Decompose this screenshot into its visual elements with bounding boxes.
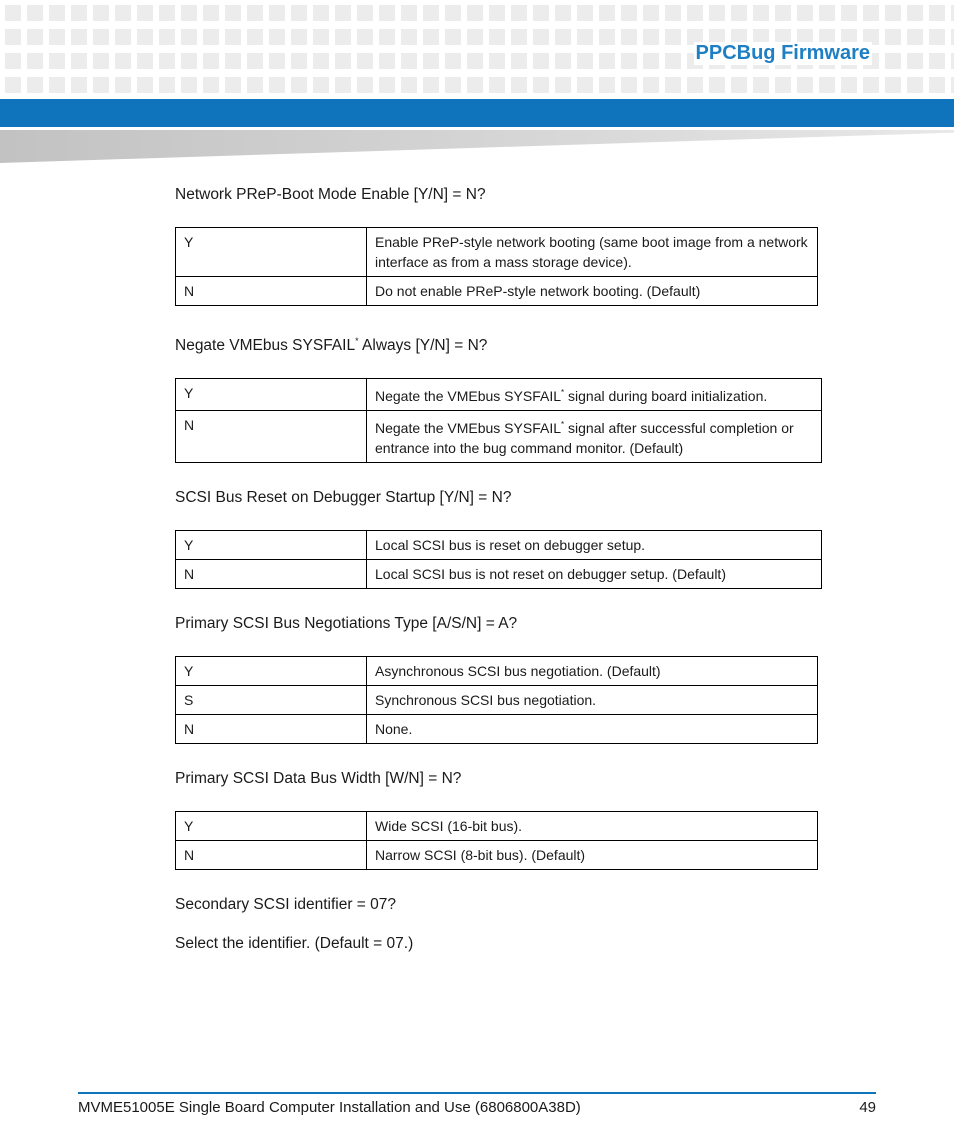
prompt-text: Negate VMEbus SYSFAIL bbox=[175, 337, 356, 354]
table-row bbox=[176, 228, 818, 277]
option-description: Enable PReP-style network booting (same boot image from a network interface as from a mass storage device). bbox=[367, 228, 818, 277]
option-key: Y bbox=[176, 379, 367, 411]
option-description: Local SCSI bus is reset on debugger setup. bbox=[367, 531, 822, 560]
desc-text: Negate the VMEbus SYSFAIL bbox=[375, 420, 561, 436]
table-row bbox=[176, 715, 818, 744]
desc-text: signal after successful completion or entrance into the bug command monitor. (Default) bbox=[375, 420, 794, 456]
table-row bbox=[176, 411, 822, 463]
option-key: Y bbox=[176, 228, 367, 277]
desc-text: signal during board initialization. bbox=[564, 388, 768, 404]
option-description: None. bbox=[367, 715, 818, 744]
options-table bbox=[175, 656, 818, 744]
footer-rule bbox=[78, 1092, 876, 1094]
option-key: S bbox=[176, 686, 367, 715]
option-key: Y bbox=[176, 657, 367, 686]
main-content bbox=[175, 182, 825, 957]
table-row bbox=[176, 686, 818, 715]
prompt-sup: * bbox=[355, 336, 359, 346]
option-description bbox=[367, 411, 822, 463]
option-description: Asynchronous SCSI bus negotiation. (Default) bbox=[367, 657, 818, 686]
prompt-text: Always [Y/N] = N? bbox=[358, 337, 488, 354]
option-description: Synchronous SCSI bus negotiation. bbox=[367, 686, 818, 715]
option-key: N bbox=[176, 560, 367, 589]
table-row bbox=[176, 277, 818, 306]
option-description: Local SCSI bus is not reset on debugger setup. (Default) bbox=[367, 560, 822, 589]
option-key: Y bbox=[176, 812, 367, 841]
option-description: Wide SCSI (16-bit bus). bbox=[367, 812, 818, 841]
option-key: Y bbox=[176, 531, 367, 560]
table-row bbox=[176, 531, 822, 560]
desc-sup: * bbox=[561, 388, 565, 397]
param-note: Select the identifier. (Default = 07.) bbox=[175, 935, 414, 952]
param-prompt: Primary SCSI Data Bus Width [W/N] = N? bbox=[175, 770, 462, 787]
param-prompt bbox=[175, 328, 825, 359]
option-key: N bbox=[176, 841, 367, 870]
table-row bbox=[176, 657, 818, 686]
option-key: N bbox=[176, 277, 367, 306]
header-blue-bar bbox=[0, 99, 954, 127]
options-table bbox=[175, 811, 818, 870]
option-description bbox=[367, 379, 822, 411]
table-row bbox=[176, 841, 818, 870]
option-key: N bbox=[176, 715, 367, 744]
footer-doc-title: MVME51005E Single Board Computer Installation and Use (6806800A38D) bbox=[78, 1099, 581, 1116]
header-grey-wedge bbox=[0, 130, 954, 163]
options-table bbox=[175, 378, 822, 463]
option-description: Do not enable PReP-style network booting. (Default) bbox=[367, 277, 818, 306]
param-prompt: Primary SCSI Bus Negotiations Type [A/S/N] = A? bbox=[175, 615, 518, 632]
param-prompt: Network PReP-Boot Mode Enable [Y/N] = N? bbox=[175, 186, 486, 203]
page-header-title: PPCBug Firmware bbox=[695, 42, 870, 64]
table-row bbox=[176, 812, 818, 841]
desc-text: Negate the VMEbus SYSFAIL bbox=[375, 388, 561, 404]
options-table bbox=[175, 530, 822, 589]
option-description: Narrow SCSI (8-bit bus). (Default) bbox=[367, 841, 818, 870]
desc-sup: * bbox=[561, 420, 565, 429]
param-prompt: Secondary SCSI identifier = 07? bbox=[175, 896, 397, 913]
options-table bbox=[175, 227, 818, 306]
param-prompt: SCSI Bus Reset on Debugger Startup [Y/N] = N? bbox=[175, 489, 512, 506]
table-row bbox=[176, 560, 822, 589]
table-row bbox=[176, 379, 822, 411]
option-key: N bbox=[176, 411, 367, 463]
footer-page-number: 49 bbox=[859, 1099, 876, 1116]
